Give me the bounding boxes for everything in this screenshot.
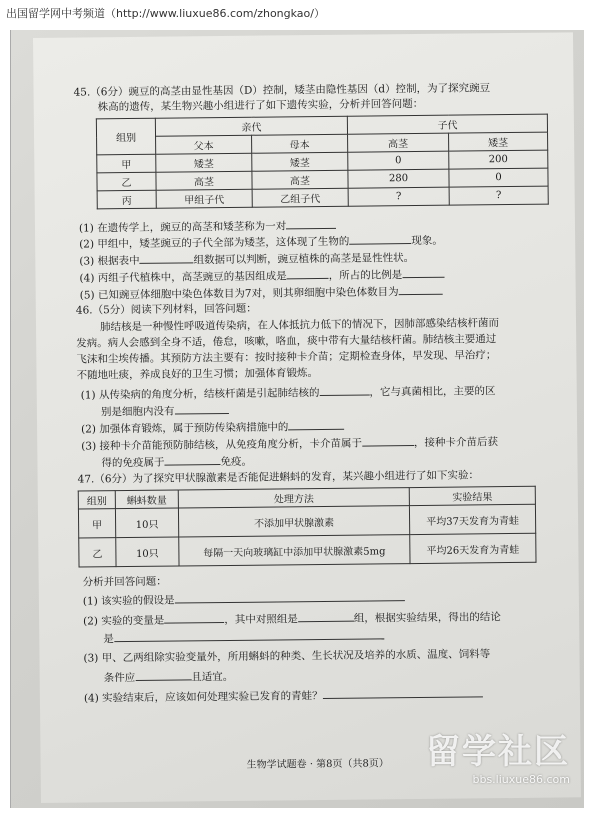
table-cell: 平均37天发育为青蛙: [409, 504, 535, 534]
q45-sub2-text: (2) 甲组中，矮茎豌豆的子代全部为矮茎，这体现了生物的: [79, 235, 350, 251]
q46-sub1-cont: [101, 402, 229, 419]
q47-header-method: 处理方法: [178, 488, 409, 508]
q46-sub3-text: (3) 接种卡介苗能预防肺结核，从免疫角度分析，卡介苗属于: [81, 437, 363, 453]
table-cell: 甲: [97, 154, 156, 173]
answer-blank: [288, 418, 344, 431]
table-cell: 矮茎: [252, 152, 348, 171]
table-cell: 每隔一天向玻璃缸中添加甲状腺激素5mg: [179, 535, 410, 566]
table-cell: 甲组子代: [156, 189, 252, 208]
q47-sub2-text: (2) 实验的变量是: [83, 614, 165, 628]
q47-sub1: [83, 589, 405, 608]
table-cell: 280: [348, 169, 449, 188]
answer-blank: [319, 383, 369, 396]
watermark: [426, 724, 570, 786]
q46-passage-line3: 飞沫和尘埃传播。其预防方法主要有：按时接种卡介苗；定期检查身体，早发现、早治疗；: [76, 349, 497, 366]
q47-prompt: 分析并回答问题：: [82, 575, 167, 589]
q45-header-tall: 高茎: [348, 133, 449, 152]
answer-blank: [139, 251, 193, 264]
answer-blank: [398, 283, 442, 295]
table-cell: 0: [348, 151, 449, 170]
q47-header-result: 实验结果: [409, 486, 535, 505]
q47-sub2-cont-text: 是: [103, 633, 114, 646]
exam-paper: [33, 32, 581, 803]
q47-title: 47.（6分）为了探究甲状腺激素是否能促进蝌蚪的发育，某兴趣小组进行了如下实验：: [77, 469, 480, 486]
q47-header-group: 组别: [78, 491, 115, 509]
q45-intro-line1: 45.（6分）豌豆的高茎由显性基因（D）控制，矮茎由隐性基因（d）控制，为了探究豌豆: [73, 82, 491, 99]
table-row: [79, 533, 536, 567]
q46-sub3-tail: ，接种卡介苗后获: [413, 436, 499, 450]
q46-sub2-text: (2) 加强体育锻炼，属于预防传染病措施中的: [81, 421, 289, 436]
q45-header-parent: 亲代: [155, 116, 347, 136]
q46-sub1-cont-text: 别是细胞内没有: [100, 405, 175, 419]
q46-sub3-cont-text: 得的免疫属于: [101, 456, 165, 470]
q45-intro-line2: 株高的遗传，某生物兴趣小组进行了如下遗传实验，分析并回答问题：: [97, 97, 424, 114]
q47-sub2-cont: [103, 627, 384, 646]
table-cell: 平均26天发育为青蛙: [410, 533, 536, 563]
watermark-url: bbs.liuxue86.com: [472, 773, 570, 786]
q46-passage-line1: 肺结核是一种慢性呼吸道传染病，在人体抵抗力低下的情况下，因肺部感染结核杆菌而: [99, 317, 500, 334]
answer-blank: [286, 217, 336, 230]
table-cell: 矮茎: [156, 153, 252, 172]
q47-sub3-cont: [104, 668, 234, 685]
source-header: 出国留学网中考频道（http://www.liuxue86.com/zhongkao/）: [0, 0, 593, 28]
q46-sub3-cont: [101, 453, 252, 471]
answer-blank: [135, 668, 191, 681]
table-cell: 0: [449, 168, 548, 187]
q45-sub3-tail: 组数据可以判断，豌豆植株的高茎是显性性状。: [193, 252, 415, 267]
answer-blank: [323, 685, 483, 699]
table-row: [78, 504, 535, 538]
q45-header-father: 父本: [156, 135, 252, 154]
q47-sub3-cont-tail: 且适宜。: [191, 670, 234, 684]
table-cell: ?: [449, 186, 548, 205]
answer-blank: [114, 627, 384, 642]
q46-sub1-text: (1) 从传染病的角度分析，结核杆菌是引起肺结核的: [80, 387, 320, 402]
exam-photo: [10, 30, 584, 808]
q45-header-group: 组别: [96, 118, 155, 155]
q45-sub5-text: (5) 已知豌豆体细胞中染色体数目为7对，则其卵细胞中染色体数目为: [79, 286, 399, 302]
q45-sub4-text: (4) 丙组子代植株中，高茎豌豆的基因组成是: [79, 270, 287, 285]
table-cell: 丙: [97, 190, 156, 209]
table-cell: ?: [348, 187, 449, 206]
answer-blank: [349, 232, 411, 245]
q47-sub1-text: (1) 该实验的假设是: [82, 594, 175, 608]
page-footer: 生物学试题卷 · 第8页（共8页）: [246, 758, 389, 771]
answer-blank: [298, 610, 354, 623]
answer-blank: [174, 402, 228, 415]
q45-header-short: 矮茎: [449, 132, 548, 151]
q47-header-count: 蝌蚪数量: [115, 490, 178, 509]
q45-header-child: 子代: [347, 114, 547, 134]
q47-sub4: [84, 685, 483, 705]
q45-header-mother: 母本: [252, 134, 348, 153]
q46-passage-line4: 不随地吐痰，养成良好的卫生习惯；加强体育锻炼。: [76, 367, 319, 382]
q46-sub1: [81, 382, 496, 402]
q47-sub2-tail: 组，根据实验结果，得出的结论: [353, 611, 501, 625]
q47-sub3: (3) 甲、乙两组除实验变量外，所用蝌蚪的种类、生长状况及培养的水质、温度、饲料等: [83, 648, 491, 665]
answer-blank: [402, 266, 444, 278]
table-cell: 高茎: [252, 170, 348, 189]
table-cell: 10只: [116, 537, 179, 567]
q47-sub4-text: (4) 实验结束后，应该如何处理实验已发育的青蛙？: [83, 690, 323, 705]
table-cell: 乙组子代: [252, 188, 348, 207]
q45-sub4-mid: ，所占的比例是: [328, 269, 403, 282]
table-cell: 甲: [78, 509, 115, 538]
q45-sub5: [80, 283, 443, 303]
q46-sub3-cont-tail: 免疫。: [220, 455, 253, 469]
q46-passage-line2: 发病。病人会感到全身不适，倦怠，咳嗽，咯血，痰中带有大量结核杆菌。肺结核主要通过: [76, 333, 497, 350]
table-cell: 乙: [97, 172, 156, 191]
q45-sub3-text: (3) 根据表中: [79, 254, 140, 268]
table-cell: 不添加甲状腺激素: [178, 506, 409, 537]
q45-sub2-tail: 现象。: [411, 234, 443, 248]
table-cell: 乙: [79, 538, 116, 567]
table-row: [97, 186, 548, 209]
q47-sub3-cont-text: 条件应: [103, 671, 136, 685]
q47-sub2-mid: ，其中对照组是: [224, 613, 298, 627]
answer-blank: [164, 611, 224, 624]
table-cell: 200: [449, 150, 548, 169]
q45-table: [96, 114, 549, 210]
q46-sub2: [81, 418, 344, 437]
table-cell: 10只: [115, 508, 178, 538]
q46-sub1-tail: ，它与真菌相比，主要的区: [369, 385, 496, 399]
answer-blank: [362, 434, 414, 447]
q46-title: 46.（5分）阅读下列材料，回答问题：: [75, 302, 257, 317]
watermark-logo-text: 留学社区: [426, 732, 570, 772]
answer-blank: [175, 589, 405, 603]
answer-blank: [287, 267, 329, 279]
table-cell: 高茎: [156, 171, 252, 190]
q47-sub2: [83, 608, 501, 628]
answer-blank: [164, 453, 220, 466]
q46-sub3: [81, 433, 498, 453]
q47-table: [78, 486, 537, 568]
q45-sub1-text: (1) 在遗传学上，豌豆的高茎和矮茎称为一对: [78, 220, 287, 235]
